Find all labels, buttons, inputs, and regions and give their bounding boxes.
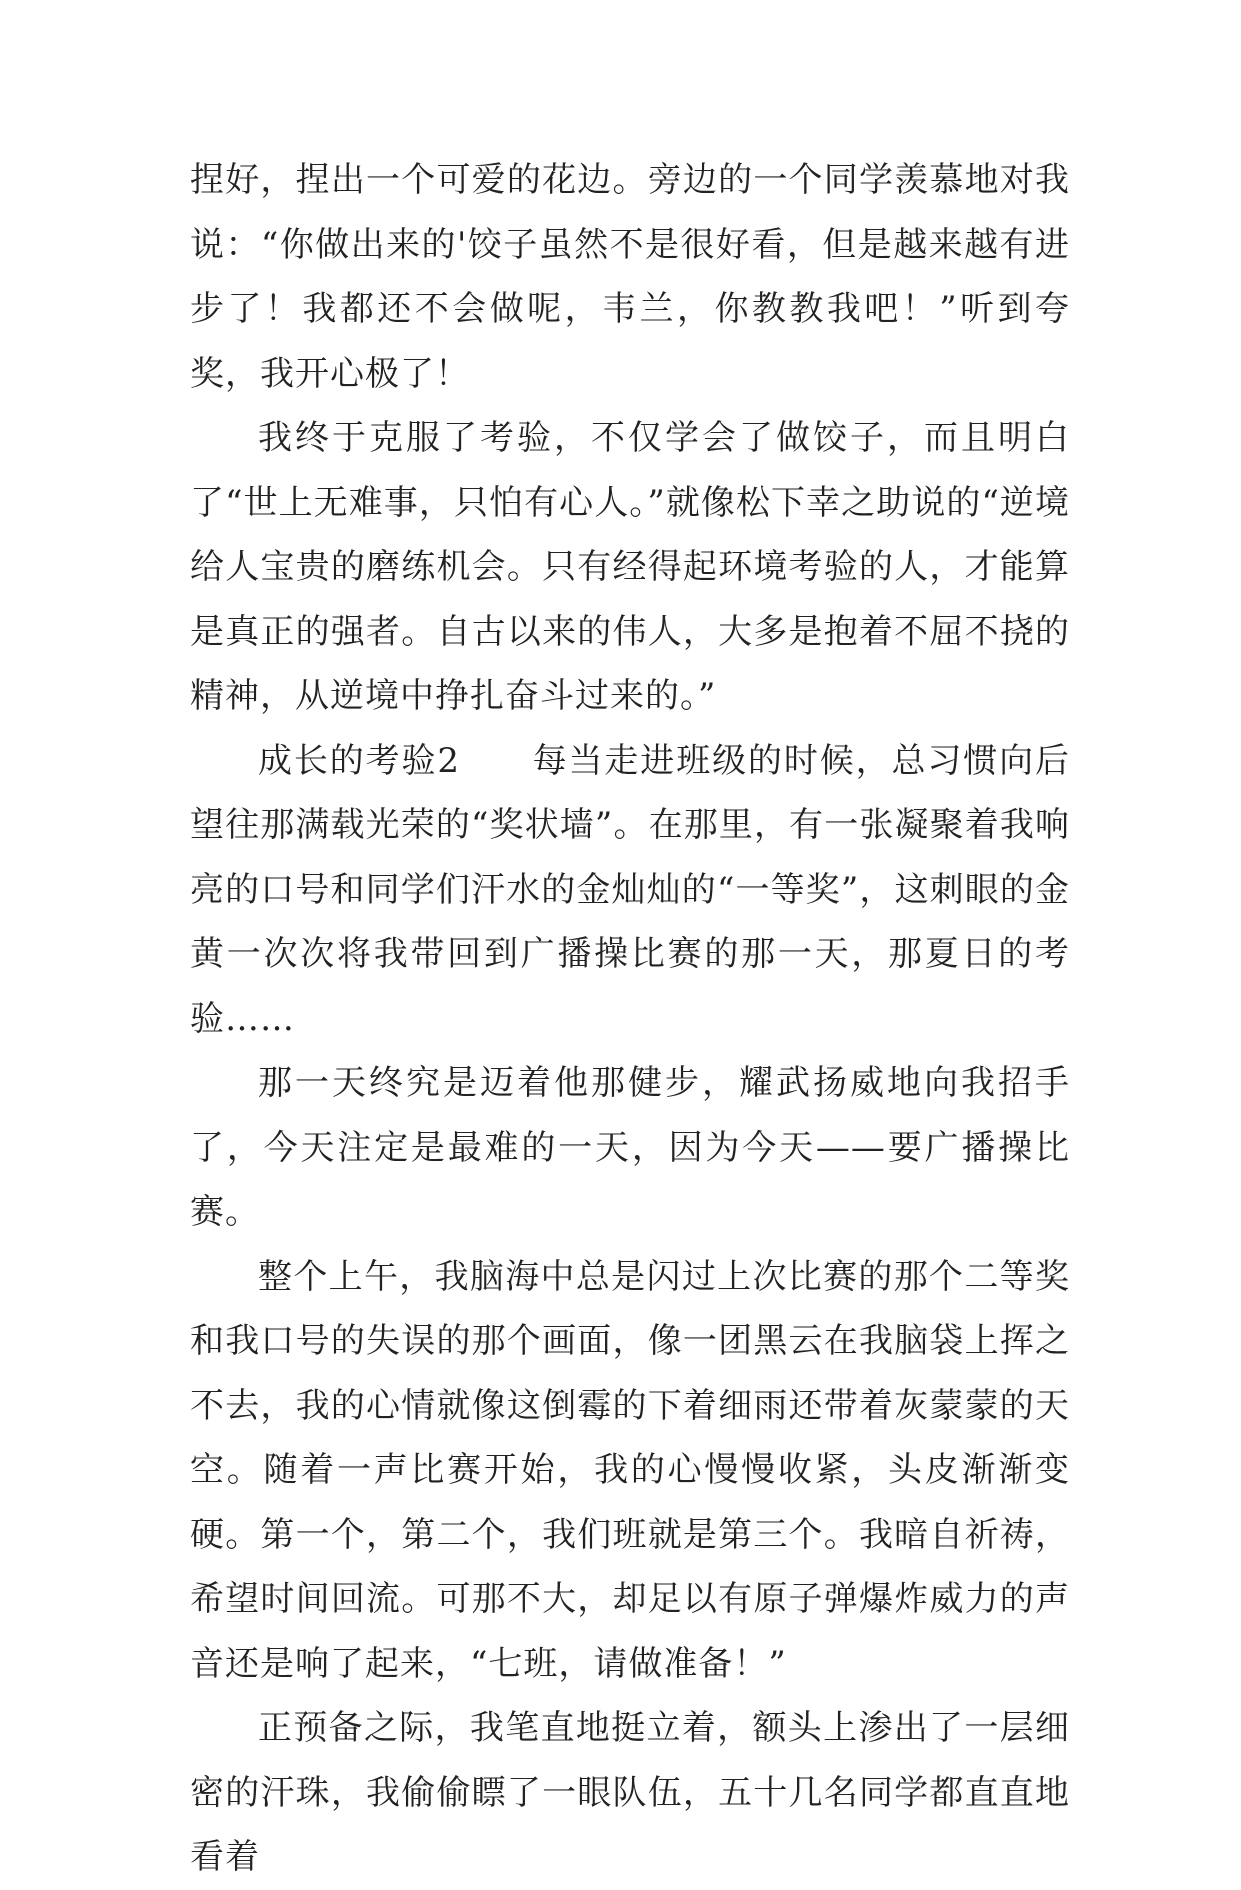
paragraph-2: 我终于克服了考验，不仅学会了做饺子，而且明白了“世上无难事，只怕有心人。”就像松下幸之助说的“逆境给人宝贵的磨练机会。只有经得起环境考验的人，才能算是真正的强者。自古以来的伟人，大多是抱着不屈不挠的精神，从逆境中挣扎奋斗过来的。” [190, 418, 1070, 716]
document-body [190, 148, 1070, 1890]
paragraph-6: 正预备之际，我笔直地挺立着，额头上渗出了一层细密的汗珠，我偷偷瞟了一眼队伍，五十几名同学都直直地看着 [190, 1708, 1070, 1877]
paragraph-4: 那一天终究是迈着他那健步，耀武扬威地向我招手了，今天注定是最难的一天，因为今天——要广播操比赛。 [190, 1063, 1070, 1232]
paragraph-5: 整个上午，我脑海中总是闪过上次比赛的那个二等奖和我口号的失误的那个画面，像一团黑云在我脑袋上挥之不去，我的心情就像这倒霉的下着细雨还带着灰蒙蒙的天空。随着一声比赛开始，我的心慢慢收紧，头皮渐渐变硬。第一个，第二个，我们班就是第三个。我暗自祈祷，希望时间回流。可那不大，却足以有原子弹爆炸威力的声音还是响了起来，“七班，请做准备！” [190, 1256, 1070, 1684]
paragraph-1: 捏好，捏出一个可爱的花边。旁边的一个同学羡慕地对我说：“你做出来的'饺子虽然不是很好看，但是越来越有进步了！我都还不会做呢，韦兰，你教教我吧！”听到夸奖，我开心极了！ [190, 160, 1070, 394]
paragraph-3: 成长的考验2 每当走进班级的时候，总习惯向后望往那满载光荣的“奖状墙”。在那里，有一张凝聚着我响亮的口号和同学们汗水的金灿灿的“一等奖”，这刺眼的金黄一次次将我带回到广播操比赛的那一天，那夏日的考验…… [190, 740, 1070, 1039]
